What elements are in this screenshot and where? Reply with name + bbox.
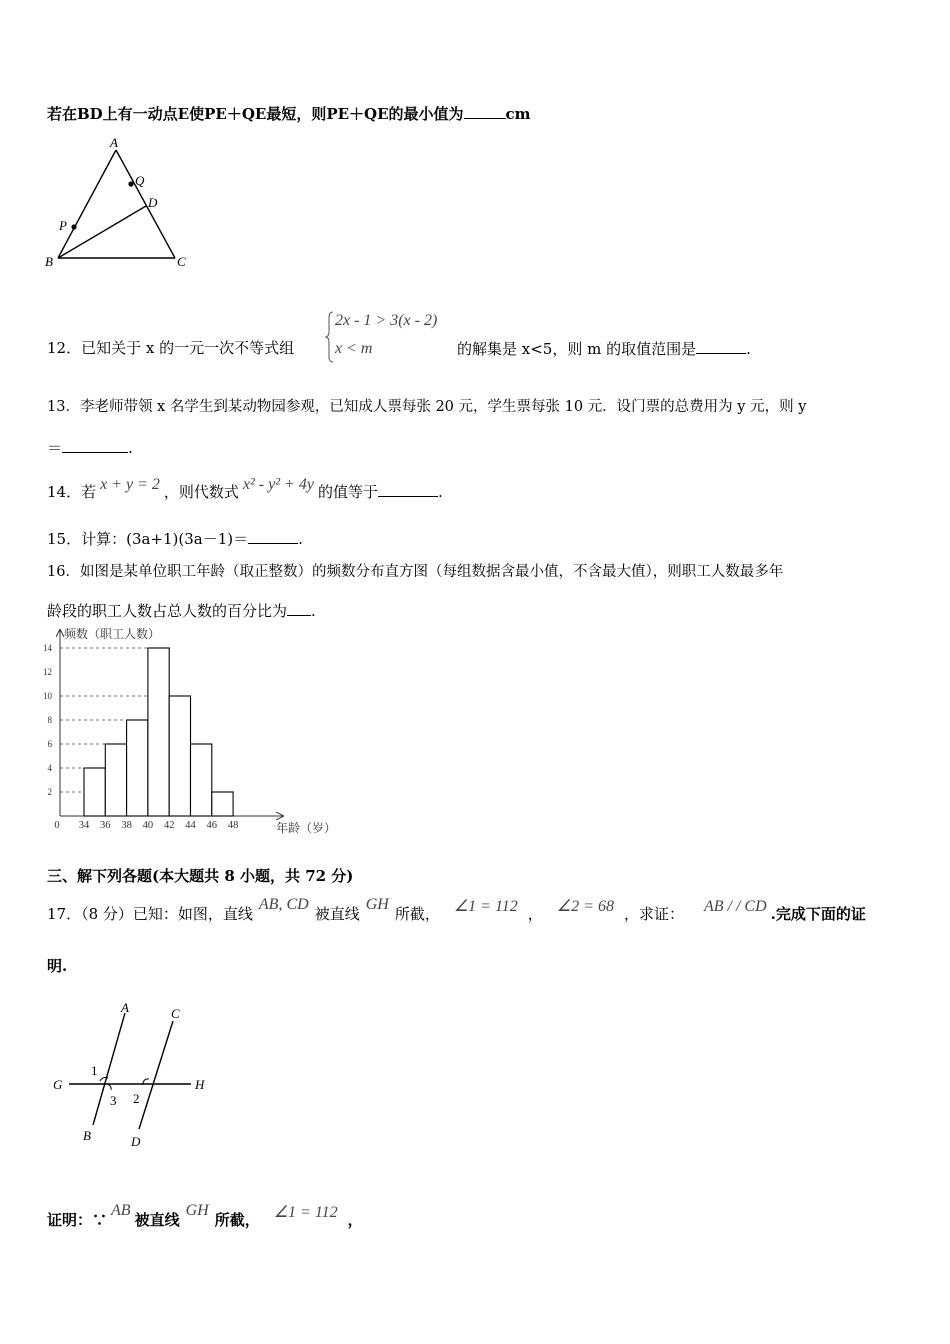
q14-expression-2: x² - y² + 4y	[242, 476, 314, 493]
q13-line-1: 13．李老师带领 x 名学生到某动物园参观，已知成人票每张 20 元，学生票每张 10 元．设门票的总费用为 y 元，则 y	[47, 399, 807, 415]
q14-expression-1: x + y = 2	[100, 476, 160, 493]
label-angle-3: 3	[110, 1093, 117, 1108]
q13-end: .	[128, 439, 133, 457]
x-tick-label: 38	[121, 820, 132, 831]
y-tick-label: 10	[43, 691, 52, 701]
q17-line-1	[47, 896, 866, 925]
proof-math-angle-1: ∠1 = 112	[273, 1204, 338, 1221]
q15-answer-blank[interactable]	[248, 528, 298, 544]
section-3-title: 三、解下列各题(本大题共 8 小题，共 72 分)	[47, 867, 354, 885]
q17-text-1: 被直线	[314, 905, 360, 923]
q15-end: .	[298, 530, 303, 548]
label-angle-2: 2	[133, 1091, 140, 1106]
q14-mid: ，则代数式	[163, 483, 239, 501]
proof-line	[47, 1202, 363, 1231]
histogram-chart	[38, 624, 358, 839]
q16-line-1: 16．如图是某单位职工年龄（取正整数）的频数分布直方图（每组数据含最小值，不含最大值），则职工人数最多年	[47, 564, 784, 580]
label-c: C	[177, 254, 186, 269]
proof-text-3: ，	[347, 1211, 363, 1229]
q12-number: 12．已知关于 x 的一元一次不等式组	[47, 339, 295, 357]
brace-icon	[325, 310, 335, 364]
y-axis-title: 频数（职工人数）	[64, 627, 161, 641]
histogram-bar	[105, 744, 126, 816]
histogram-bar	[127, 720, 148, 816]
label-d: D	[148, 195, 158, 210]
label-d: D	[131, 1134, 141, 1149]
q17-text-5: .完成下面的证	[770, 905, 866, 923]
q14-number: 14．若	[47, 483, 97, 501]
triangle-figure	[40, 135, 200, 270]
x-tick-label: 0	[54, 820, 60, 831]
q15-line	[47, 528, 303, 549]
q11-line	[47, 103, 531, 124]
proof-text-2: 所截，	[214, 1211, 260, 1229]
histogram-bar	[148, 648, 169, 816]
q12-end: .	[746, 340, 751, 358]
proof-math-gh: GH	[185, 1202, 209, 1219]
x-tick-label: 36	[100, 820, 111, 831]
x-tick-label: 46	[206, 820, 218, 831]
q17-math-parallel: AB / / CD	[703, 898, 767, 915]
histogram-bar	[212, 792, 233, 816]
label-a: A	[110, 135, 118, 150]
q12-line-2	[457, 338, 751, 359]
q17-line-2: 明.	[47, 957, 68, 975]
point-q	[128, 181, 133, 186]
q14-answer-blank[interactable]	[378, 481, 438, 497]
q12-answer-blank[interactable]	[696, 338, 746, 354]
proof-text-1: 被直线	[134, 1211, 180, 1229]
proof-start: 证明：∵	[47, 1211, 108, 1229]
q12-system	[325, 310, 455, 364]
q16-text: 龄段的职工人数占总人数的百分比为	[47, 602, 288, 620]
q17-text-2: 所截，	[394, 905, 440, 923]
label-c: C	[171, 1006, 180, 1021]
q16-line-2	[47, 600, 316, 621]
x-tick-label: 34	[78, 820, 90, 831]
histogram-bar	[191, 744, 212, 816]
q14-text: 的值等于	[317, 483, 378, 501]
y-tick-label: 12	[43, 667, 52, 677]
histogram-bar	[169, 696, 190, 816]
label-g: G	[53, 1077, 63, 1092]
q11-unit: cm	[505, 105, 531, 123]
q13-equals: ＝	[47, 439, 63, 457]
q15-text: 15．计算：(3a+1)(3a－1)＝	[47, 530, 249, 548]
y-tick-label: 4	[47, 763, 52, 773]
x-tick-label: 44	[185, 820, 196, 831]
y-tick-label: 14	[43, 643, 52, 653]
x-tick-label: 48	[227, 820, 239, 831]
q17-text-4: ，求证：	[623, 905, 684, 923]
proof-math-ab: AB	[111, 1202, 131, 1219]
label-a: A	[121, 1000, 129, 1015]
q12-line	[47, 338, 294, 358]
q12-inequality-2: x < m	[335, 340, 373, 357]
q17-math-angle-1: ∠1 = 112	[453, 898, 518, 915]
q12-text: 的解集是 x<5，则 m 的取值范围是	[457, 340, 697, 358]
q11-answer-blank[interactable]	[464, 103, 506, 119]
label-b: B	[45, 254, 53, 269]
x-tick-label: 42	[163, 820, 175, 831]
point-p	[71, 224, 76, 229]
q16-end: .	[311, 602, 316, 620]
q17-math-gh: GH	[365, 896, 389, 913]
q16-answer-blank[interactable]	[287, 600, 311, 616]
parallel-lines-figure	[45, 995, 225, 1155]
label-q: Q	[135, 173, 145, 188]
label-h: H	[195, 1077, 205, 1092]
q17-text-3: ，	[527, 905, 543, 923]
q17-math-ab-cd: AB, CD	[258, 896, 309, 913]
label-b: B	[83, 1128, 91, 1143]
label-angle-1: 1	[91, 1063, 98, 1078]
histogram-bar	[84, 768, 105, 816]
q13-line-2	[47, 437, 133, 458]
q17-math-angle-2: ∠2 = 68	[556, 898, 614, 915]
q13-answer-blank[interactable]	[62, 437, 128, 453]
x-tick-label: 40	[142, 820, 154, 831]
x-axis-title: 年龄（岁）	[276, 821, 337, 835]
q14-line	[47, 476, 443, 503]
y-tick-label: 8	[47, 715, 52, 725]
q14-end: .	[437, 483, 443, 501]
q11-text: 若在BD上有一动点E使PE＋QE最短，则PE＋QE的最小值为	[47, 105, 464, 123]
y-tick-label: 6	[47, 739, 52, 749]
q12-inequality-1: 2x - 1 > 3(x - 2)	[335, 312, 438, 329]
q17-number: 17．（8 分）已知：如图，直线	[47, 905, 253, 923]
label-p: P	[59, 218, 67, 233]
y-tick-label: 2	[47, 787, 52, 797]
